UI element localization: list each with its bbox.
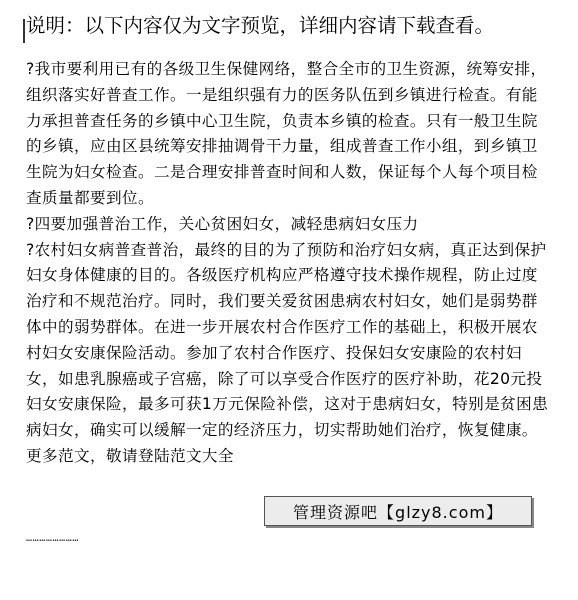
- ellipsis-dots: ……………………: [26, 533, 79, 544]
- paragraph-1: ?我市要利用已有的各级卫生保健网络，整合全市的卫生资源，统筹安排，组织落实好普查工作。一是组织强有力的医务队伍到乡镇进行检查。有能力承担普查任务的乡镇中心卫生院，负责本乡镇的检查。只有一般卫生院的乡镇，应由区县统筹安排抽调骨干力量，组成普查工作小组，到乡镇卫生院为妇女检查。二是合理安排普查时间和人数，保证每个人每个项目检查质量都要到位。: [26, 60, 547, 207]
- cursor-bar: [23, 19, 25, 43]
- paragraph-3: ?农村妇女病普查普治，最终的目的为了预防和治疗妇女病，真正达到保护妇女身体健康的目的。各级医疗机构应严格遵守技术操作规程，防止过度治疗和不规范治疗。同时，我们要关爱贫困患病农村妇女，她们是弱势群体中的弱势群体。在进一步开展农村合作医疗工作的基础上，积极开展农村妇女安康保险活动。参加了农村合作医疗、投保妇女安康险的农村妇女，如患乳腺癌或子宫癌，除了可以享受合作医疗的医疗补助，花20元投妇女安康保险，最多可获1万元保险补偿，这对于患病妇女，特别是贫困患病妇女，确实可以缓解一定的经济压力，切实帮助她们治疗，恢复健康。: [26, 240, 549, 440]
- paragraph-4: 更多范文，敬请登陆范文大全: [26, 446, 234, 465]
- preview-notice: 说明：以下内容仅为文字预览，详细内容请下载查看。: [26, 14, 495, 37]
- paragraph-2: ?四要加强普治工作，关心贫困妇女，减轻患病妇女压力: [26, 214, 419, 233]
- watermark-box: 管理资源吧【glzy8.com】: [264, 496, 532, 526]
- document-body: [26, 57, 553, 470]
